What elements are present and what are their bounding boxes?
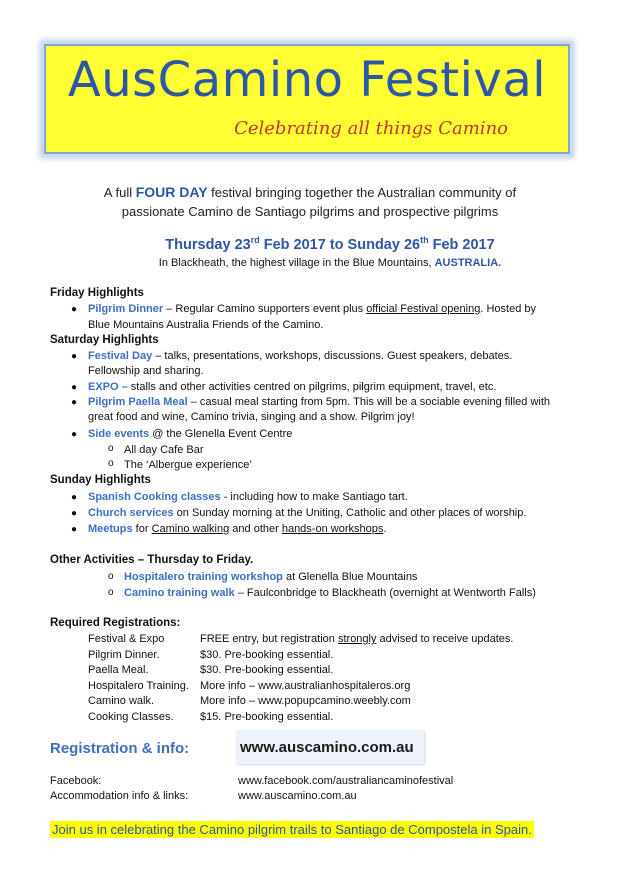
paella-text: – casual meal starting from 5pm. This will be a sociable evening filled with (187, 396, 551, 408)
church-item (88, 506, 526, 521)
cooking-item (88, 490, 408, 505)
reg-name: Hospitalero Training. (88, 680, 189, 692)
dates-start-suffix: rd (250, 235, 260, 245)
festival-dates (60, 235, 600, 253)
circle-bullet-icon: o (108, 443, 114, 454)
meetups-text2: and other (229, 523, 282, 535)
friday-heading: Friday Highlights (50, 287, 144, 299)
paella-item (88, 395, 550, 410)
reg-value-emphasis: strongly (337, 633, 377, 645)
intro-post: festival bringing together the Australian community of (207, 185, 517, 200)
festival-day-text: – talks, presentations, workshops, discussions. Guest speakers, debates. (152, 350, 513, 362)
festival-banner (44, 44, 570, 154)
festival-opening-link[interactable]: official Festival opening (366, 303, 481, 315)
expo-label: EXPO – (88, 381, 128, 393)
accommodation-link[interactable]: www.auscamino.com.au (238, 790, 357, 802)
meetups-label: Meetups (88, 523, 133, 535)
festival-day-line2: Fellowship and sharing. (88, 365, 204, 377)
side-events-text: @ the Glenella Event Centre (149, 428, 293, 440)
reg-value: $30. Pre-booking essential. (200, 649, 334, 661)
paella-label: Pilgrim Paella Meal (88, 396, 188, 408)
festival-day-label: Festival Day (88, 350, 153, 362)
training-walk-item (124, 586, 536, 601)
church-label: Church services (88, 507, 174, 519)
church-text: on Sunday morning at the Uniting, Catholic and other places of worship. (173, 507, 527, 519)
dates-mid: Feb 2017 to Sunday 26 (259, 236, 421, 253)
other-activities-heading: Other Activities – Thursday to Friday. (50, 554, 254, 566)
dates-start: Thursday 23 (165, 236, 251, 253)
bullet-icon: ● (71, 351, 78, 362)
registrations-heading: Required Registrations: (50, 617, 181, 629)
reg-value: More info – www.popupcamino.weebly.com (200, 695, 411, 707)
footer-banner: Join us in celebrating the Camino pilgrim trails to Santiago de Compostela in Spain. (52, 822, 532, 837)
location-line (60, 257, 600, 269)
pilgrim-dinner-label: Pilgrim Dinner (88, 303, 164, 315)
cafe-bar-item: All day Cafe Bar (124, 444, 204, 456)
reg-value-text: FREE entry, but registration (200, 633, 338, 645)
reg-name: Cooking Classes. (88, 711, 174, 723)
pilgrim-dinner-text: – Regular Camino supporters event plus (163, 303, 367, 315)
festival-subtitle: Celebrating all things Camino (234, 118, 508, 139)
circle-bullet-icon: o (108, 458, 114, 469)
training-walk-text: – Faulconbridge to Blackheath (overnight at Wentworth Falls) (234, 587, 536, 599)
albergue-item: The ‘Albergue experience’ (124, 459, 252, 471)
expo-text: stalls and other activities centred on pilgrims, pilgrim equipment, travel, etc. (127, 381, 497, 393)
intro-line2: passionate Camino de Santiago pilgrims and prospective pilgrims (121, 204, 499, 219)
meetups-text: for (132, 523, 152, 535)
bullet-icon: ● (71, 492, 78, 503)
hospitalero-text: at Glenella Blue Mountains (282, 571, 418, 583)
intro-text (60, 183, 560, 221)
bullet-icon: ● (71, 524, 78, 535)
reg-value-end: advised to receive updates. (376, 633, 514, 645)
expo-item (88, 380, 496, 395)
registration-info-label: Registration & info: (50, 740, 190, 757)
hospitalero-label: Hospitalero training workshop (124, 571, 283, 583)
intro-pre: A full (103, 185, 136, 200)
reg-name: Pilgrim Dinner. (88, 649, 160, 661)
pilgrim-dinner-item (88, 302, 536, 317)
reg-value: $30. Pre-booking essential. (200, 664, 334, 676)
location-text: In Blackheath, the highest village in the Blue Mountains, (158, 257, 435, 269)
reg-value: $15. Pre-booking essential. (200, 711, 334, 723)
website-link[interactable]: www.auscamino.com.au (236, 730, 424, 764)
cooking-text: including how to make Santiago tart. (227, 491, 408, 503)
bullet-icon: ● (71, 304, 78, 315)
training-walk-label: Camino training walk (124, 587, 235, 599)
facebook-link[interactable]: www.facebook.com/australiancaminofestival (238, 775, 454, 787)
paella-line2: great food and wine, Camino trivia, singing and a show. Pilgrim joy! (88, 411, 415, 423)
bullet-icon: ● (71, 397, 78, 408)
reg-value (200, 633, 513, 645)
sunday-heading: Sunday Highlights (50, 474, 151, 486)
dates-end-suffix: th (420, 235, 429, 245)
location-country: AUSTRALIA. (434, 257, 502, 269)
circle-bullet-icon: o (108, 587, 114, 598)
side-events-item (88, 427, 292, 442)
cooking-label: Spanish Cooking classes - (88, 491, 228, 503)
reg-name: Paella Meal. (88, 664, 149, 676)
dates-end: Feb 2017 (428, 236, 495, 253)
side-events-label: Side events (88, 428, 150, 440)
accommodation-label: Accommodation info & links: (50, 790, 189, 802)
circle-bullet-icon: o (108, 571, 114, 582)
reg-name: Camino walk. (88, 695, 155, 707)
saturday-heading: Saturday Highlights (50, 334, 159, 346)
pilgrim-dinner-text2: . Hosted by (480, 303, 536, 315)
festival-day-item (88, 349, 512, 364)
festival-title: AusCamino Festival (67, 52, 547, 108)
bullet-icon: ● (71, 429, 78, 440)
hands-on-workshops-link[interactable]: hands-on workshops (281, 523, 384, 535)
meetups-text3: . (383, 523, 387, 535)
reg-name: Festival & Expo (88, 633, 165, 645)
hospitalero-item (124, 570, 417, 585)
four-day-highlight: FOUR DAY (135, 184, 208, 200)
bullet-icon: ● (71, 382, 78, 393)
camino-walking-link[interactable]: Camino walking (151, 523, 230, 535)
facebook-label: Facebook: (50, 775, 102, 787)
meetups-item (88, 522, 386, 537)
pilgrim-dinner-line2: Blue Mountains Australia Friends of the Camino. (88, 319, 324, 331)
bullet-icon: ● (71, 508, 78, 519)
reg-value: More info – www.australianhospitaleros.org (200, 680, 411, 692)
